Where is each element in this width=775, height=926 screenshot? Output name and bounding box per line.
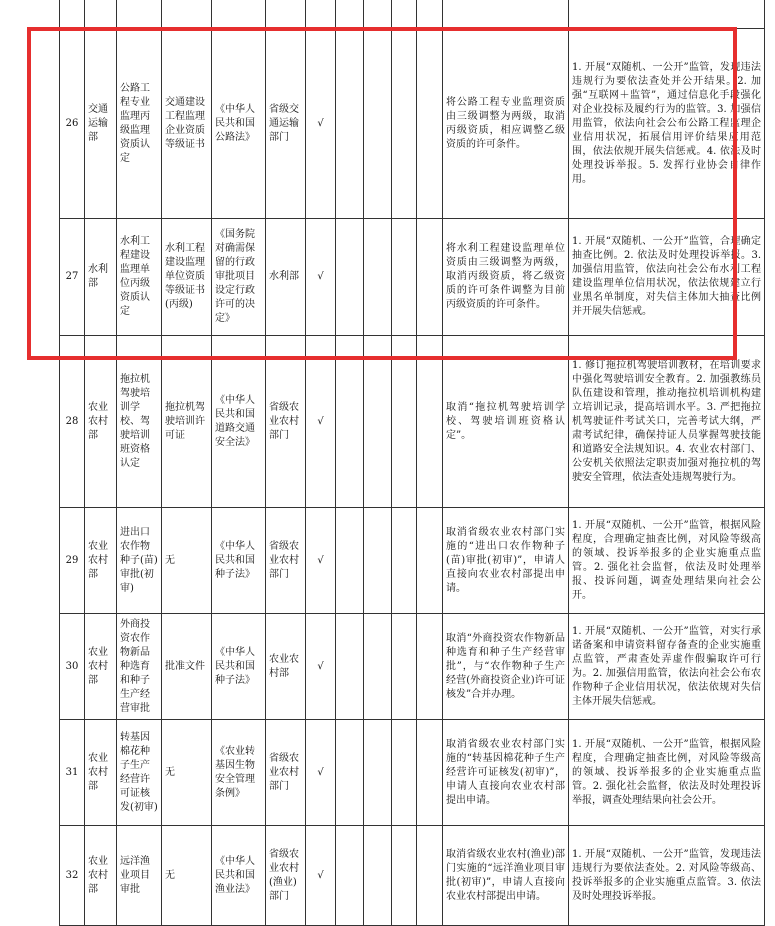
- certificate-name: 交通建设工程监理企业资质等级证书: [162, 29, 212, 219]
- certificate-name: 无: [162, 508, 212, 614]
- empty-cell: [417, 508, 443, 614]
- approving-organ: 水利部: [266, 219, 306, 336]
- approving-organ: 省级农业农村部门: [266, 336, 306, 508]
- department: 农业农村部: [85, 336, 117, 508]
- reform-measure: 将公路工程专业监理资质由三级调整为两级，取消丙级资质，相应调整乙级资质的许可条件。: [443, 29, 569, 219]
- empty-cell: [364, 29, 392, 219]
- empty-cell: [364, 508, 392, 614]
- empty-cell: [392, 720, 417, 826]
- item-name: 水利工程建设监理单位丙级资质认定: [117, 219, 162, 336]
- reform-checkmark: √: [306, 219, 336, 336]
- supervision-measures: 1. 开展“双随机、一公开”监管，根据风险程度，合理确定抽查比例，对风险等级高的领域、投诉举报多的企业实施重点监管。2. 强化社会监督，依法及时处理举报、投诉问题，调查处理结果向社会公开。: [569, 508, 765, 614]
- approving-organ: [266, 0, 306, 29]
- row-number: 32: [60, 826, 85, 926]
- empty-cell: [417, 336, 443, 508]
- supervision-measures: 1. 开展“双随机、一公开”监管，根据风险程度，合理确定抽查比例，对风险等级高的领域、投诉举报多的企业实施重点监管。2. 强化社会监督，依法及时处理投诉举报，调查处理结果向社会公开。: [569, 720, 765, 826]
- legal-basis: 《中华人民共和国公路法》: [212, 29, 266, 219]
- row-number: 31: [60, 720, 85, 826]
- empty-cell: [364, 826, 392, 926]
- certificate-name: [162, 0, 212, 29]
- empty-cell: [364, 336, 392, 508]
- item-name: [117, 0, 162, 29]
- approving-organ: 农业农村部: [266, 614, 306, 720]
- empty-cell: [392, 336, 417, 508]
- reform-checkmark: √: [306, 29, 336, 219]
- certificate-name: 无: [162, 720, 212, 826]
- table-row: [60, 614, 765, 720]
- department: 农业农村部: [85, 720, 117, 826]
- reform-checkmark: √: [306, 614, 336, 720]
- department: 交通运输部: [85, 29, 117, 219]
- empty-cell: [364, 720, 392, 826]
- reform-measure: 取消“拖拉机驾驶培训学校、驾驶培训班资格认定”。: [443, 336, 569, 508]
- item-name: 转基因棉花种子生产经营许可证核发(初审): [117, 720, 162, 826]
- table-row: [60, 336, 765, 508]
- reform-checkmark: √: [306, 720, 336, 826]
- empty-cell: [417, 0, 443, 29]
- row-number: 30: [60, 614, 85, 720]
- item-name: 外商投资农作物新品种选育和种子生产经营审批: [117, 614, 162, 720]
- approving-organ: 省级农业农村部门: [266, 720, 306, 826]
- reform-checkmark: √: [306, 826, 336, 926]
- empty-cell: [336, 29, 364, 219]
- reform-checkmark: [306, 0, 336, 29]
- empty-cell: [392, 508, 417, 614]
- empty-cell: [336, 720, 364, 826]
- legal-basis: 《中华人民共和国种子法》: [212, 508, 266, 614]
- empty-cell: [417, 219, 443, 336]
- approving-organ: 省级交通运输部门: [266, 29, 306, 219]
- empty-cell: [336, 508, 364, 614]
- item-name: 远洋渔业项目审批: [117, 826, 162, 926]
- empty-cell: [364, 614, 392, 720]
- row-number: 29: [60, 508, 85, 614]
- empty-cell: [392, 29, 417, 219]
- table-row: [60, 508, 765, 614]
- certificate-name: 水利工程建设监理单位资质等级证书(丙级): [162, 219, 212, 336]
- legal-basis: 《中华人民共和国渔业法》: [212, 826, 266, 926]
- department: 农业农村部: [85, 826, 117, 926]
- approving-organ: 省级农业农村部门: [266, 508, 306, 614]
- empty-cell: [336, 614, 364, 720]
- certificate-name: 无: [162, 826, 212, 926]
- row-number: 28: [60, 336, 85, 508]
- department: 农业农村部: [85, 614, 117, 720]
- item-name: 拖拉机驾驶培训学校、驾驶培训班资格认定: [117, 336, 162, 508]
- item-name: 进出口农作物种子(苗)审批(初审): [117, 508, 162, 614]
- reform-measure: 取消省级农业农村部门实施的“转基因棉花种子生产经营许可证核发(初审)”，申请人直接向农业农村部提出申请。: [443, 720, 569, 826]
- reform-measure: 取消“外商投资农作物新品种选育和种子生产经营审批”，与“农作物种子生产经营(外商投资企业)许可证核发”合并办理。: [443, 614, 569, 720]
- supervision-measures: 1. 开展“双随机、一公开”监管，发现违法违规行为要依法查处。2. 对风险等级高、投诉举报多的企业实施重点监管。3. 依法及时处理投诉举报。: [569, 826, 765, 926]
- table-row: [60, 826, 765, 926]
- reform-table: [59, 0, 765, 926]
- empty-cell: [336, 219, 364, 336]
- empty-cell: [364, 219, 392, 336]
- empty-cell: [392, 219, 417, 336]
- table-row: [60, 29, 765, 219]
- department: 农业农村部: [85, 508, 117, 614]
- empty-cell: [336, 336, 364, 508]
- certificate-name: 批准文件: [162, 614, 212, 720]
- row-number: 27: [60, 219, 85, 336]
- table-row: [60, 219, 765, 336]
- certificate-name: 拖拉机驾驶培训许可证: [162, 336, 212, 508]
- item-name: 公路工程专业监理丙级监理资质认定: [117, 29, 162, 219]
- empty-cell: [392, 826, 417, 926]
- empty-cell: [417, 614, 443, 720]
- reform-measure: 取消省级农业农村(渔业)部门实施的“远洋渔业项目审批(初审)”，申请人直接向农业农村部提出申请。: [443, 826, 569, 926]
- department: 水利部: [85, 219, 117, 336]
- reform-measure: 取消省级农业农村部门实施的“进出口农作物种子(苗)审批(初审)”，申请人直接向农业农村部提出申请。: [443, 508, 569, 614]
- empty-cell: [417, 826, 443, 926]
- supervision-measures: [569, 0, 765, 29]
- department: [85, 0, 117, 29]
- reform-checkmark: √: [306, 508, 336, 614]
- reform-measure: [443, 0, 569, 29]
- empty-cell: [392, 614, 417, 720]
- supervision-measures: 1. 开展“双随机、一公开”监管，合理确定抽查比例。2. 依法及时处理投诉举报。3. 加强信用监管，依法向社会公布水利工程建设监理单位信用状况，依法依规建立行业黑名单制度，对失信主体加大抽查比例并开展失信惩戒。: [569, 219, 765, 336]
- row-number: [60, 0, 85, 29]
- table-row: [60, 720, 765, 826]
- legal-basis: 《国务院对确需保留的行政审批项目设定行政许可的决定》: [212, 219, 266, 336]
- reform-measure: 将水利工程建设监理单位资质由三级调整为两级，取消丙级资质，将乙级资质的许可条件调整为目前丙级资质的许可条件。: [443, 219, 569, 336]
- empty-cell: [336, 826, 364, 926]
- legal-basis: 《中华人民共和国种子法》: [212, 614, 266, 720]
- legal-basis: 《中华人民共和国道路交通安全法》: [212, 336, 266, 508]
- supervision-measures: 1. 修订拖拉机驾驶培训教材，在培训要求中强化驾驶培训安全教育。2. 加强教练员队伍建设和管理，推动拖拉机培训机构建立培训记录，提高培训水平。3. 严把拖拉机驾驶证件考试关口，完善考试大纲，严肃考试纪律，确保持证人员掌握驾驶技能和道路安全法规知识。4. 农业农村部门、公安机关依照法定职责加强对拖拉机的驾驶安全管理，依法查处违规驾驶行为。: [569, 336, 765, 508]
- legal-basis: [212, 0, 266, 29]
- table-row: [60, 0, 765, 29]
- approving-organ: 省级农业农村(渔业)部门: [266, 826, 306, 926]
- empty-cell: [392, 0, 417, 29]
- supervision-measures: 1. 开展“双随机、一公开”监管，对实行承诺备案和申请资料留存备查的企业实施重点监管，严肃查处弄虚作假骗取许可行为。2. 加强信用监管，依法向社会公布农作物种子企业信用状况，依法依规对失信主体开展失信惩戒。: [569, 614, 765, 720]
- reform-checkmark: √: [306, 336, 336, 508]
- legal-basis: 《农业转基因生物安全管理条例》: [212, 720, 266, 826]
- empty-cell: [417, 29, 443, 219]
- empty-cell: [336, 0, 364, 29]
- row-number: 26: [60, 29, 85, 219]
- empty-cell: [417, 720, 443, 826]
- supervision-measures: 1. 开展“双随机、一公开”监管，发现违法违规行为要依法查处并公开结果。2. 加强“互联网＋监管”，通过信息化手段强化对企业投标及履约行为的监管。3. 加强信用监管，依法向社会公布公路工程监理企业信用状况，拓展信用评价结果应用范围，依法依规开展失信惩戒。4. 依法及时处理投诉举报。5. 发挥行业协会自律作用。: [569, 29, 765, 219]
- empty-cell: [364, 0, 392, 29]
